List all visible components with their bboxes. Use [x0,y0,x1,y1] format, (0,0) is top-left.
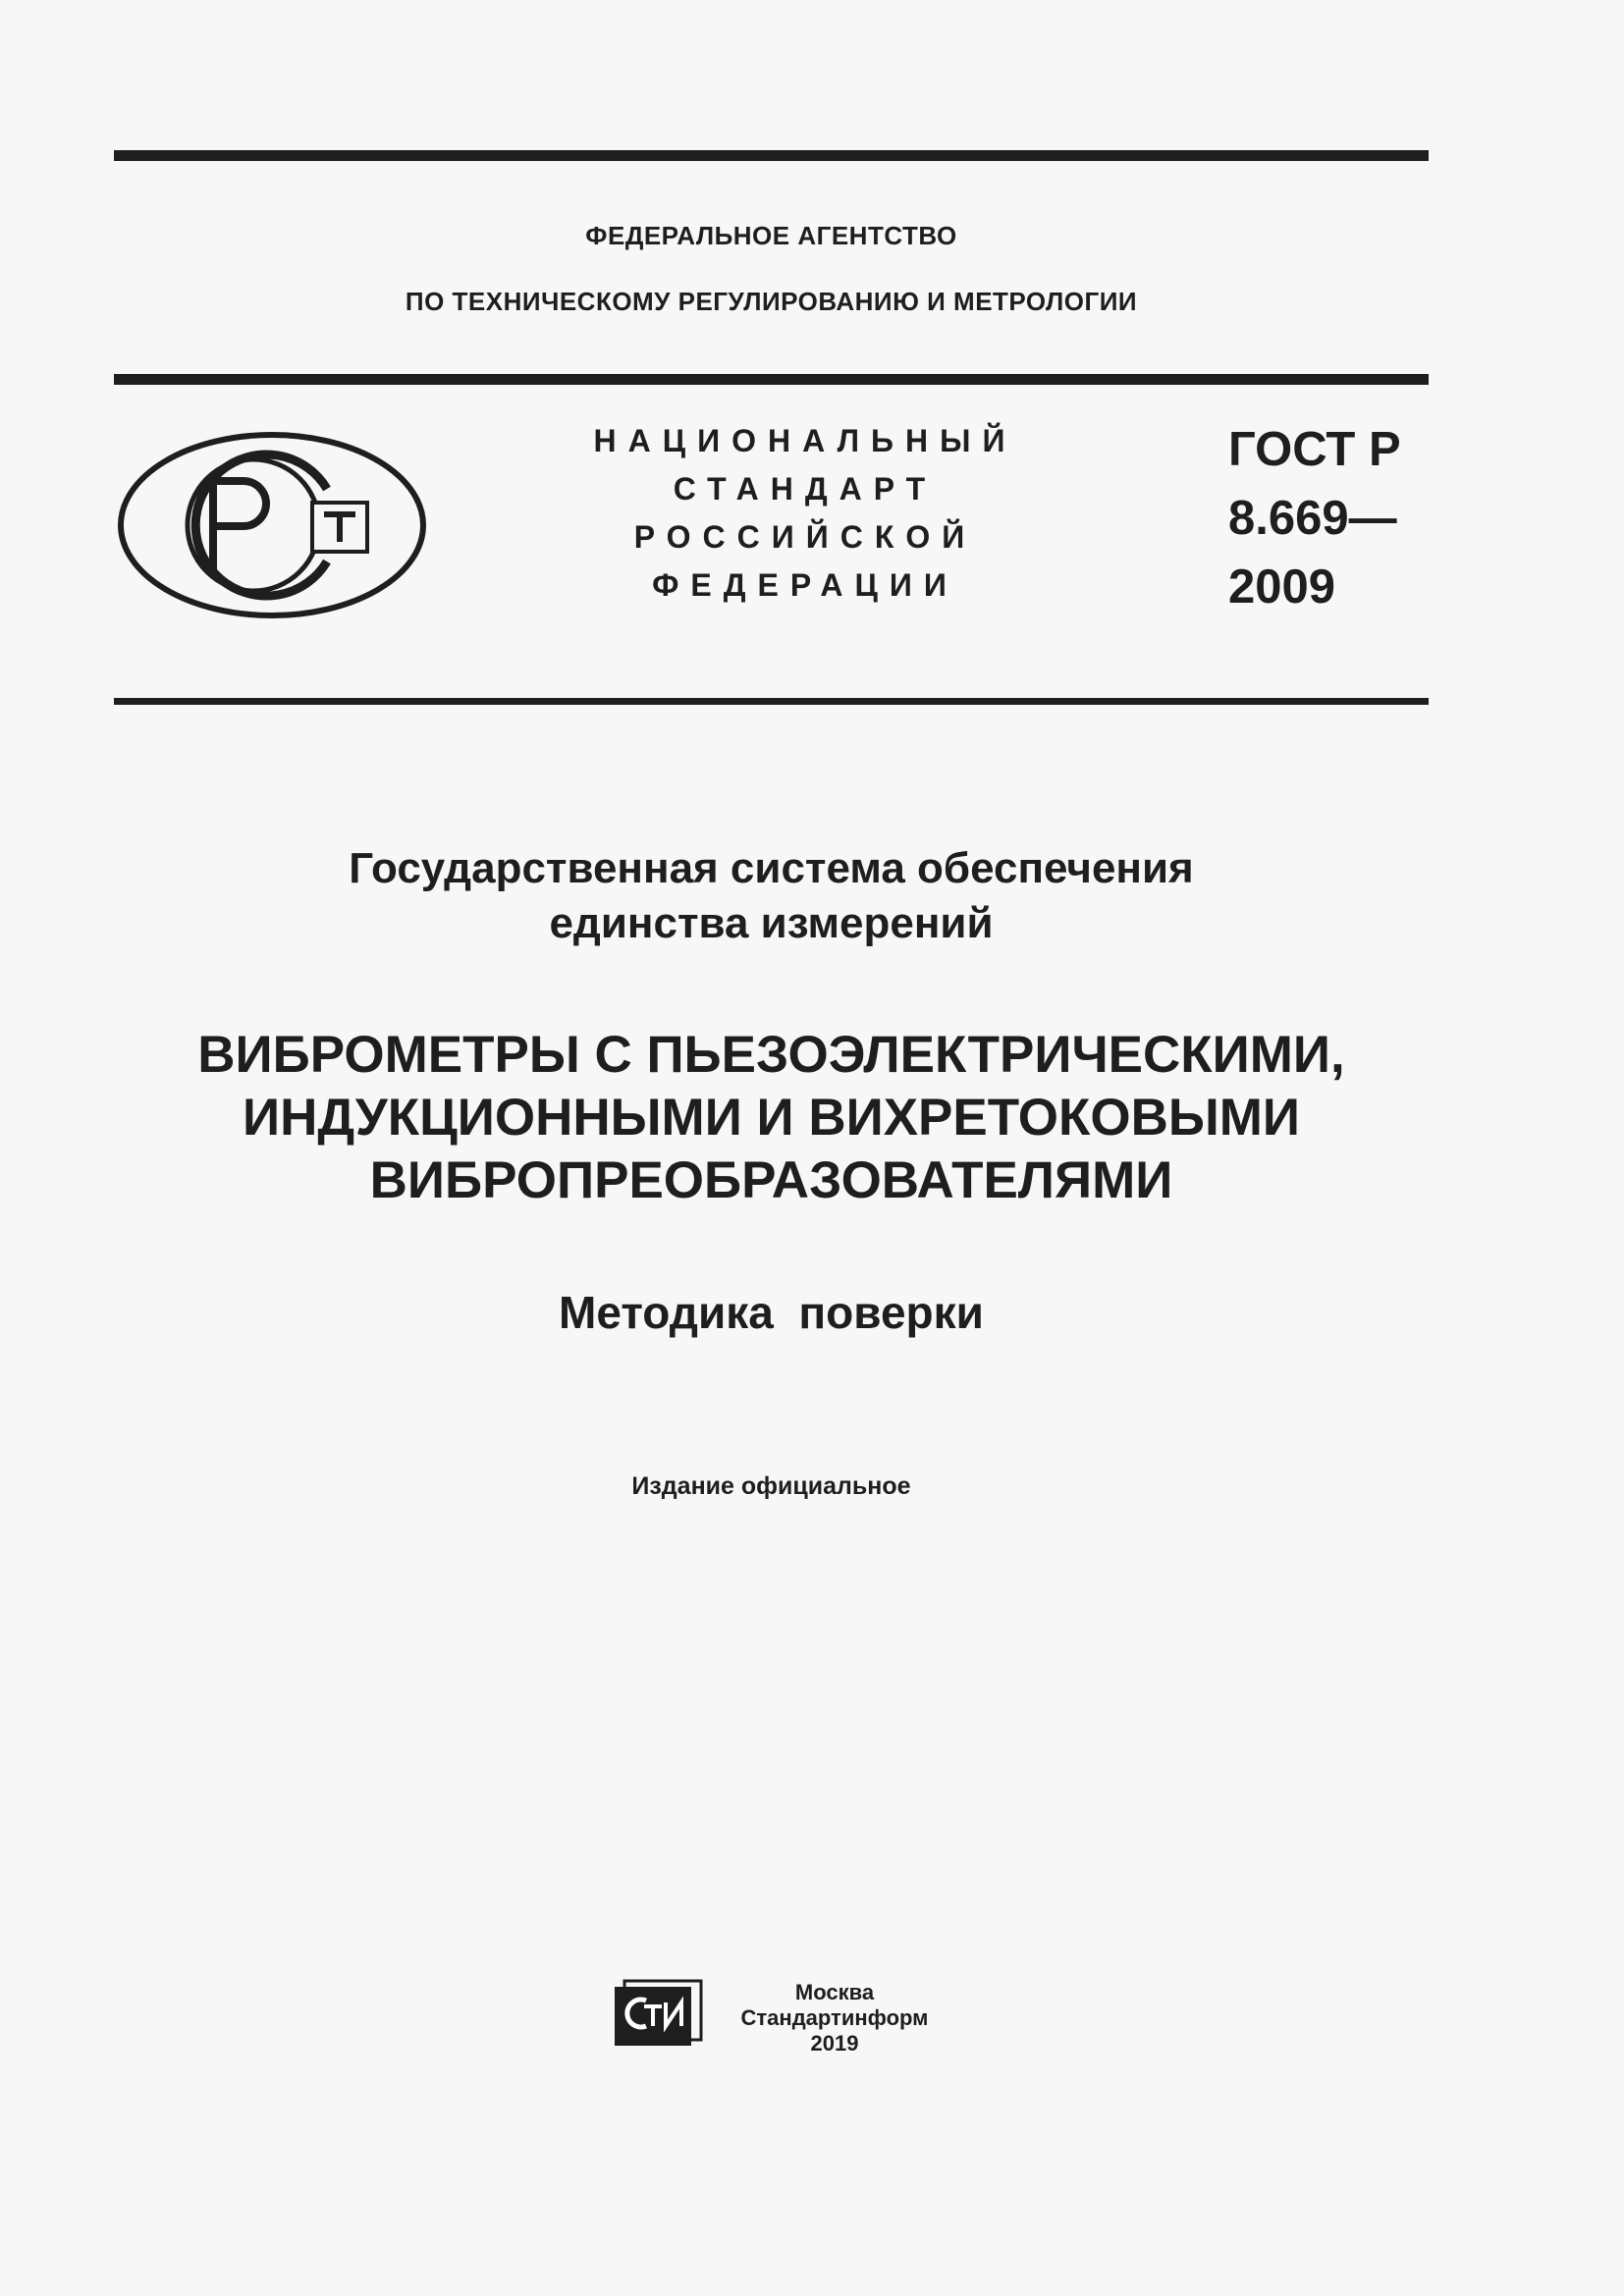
standartinform-logo-icon [611,1977,705,2050]
national-standard-line: НАЦИОНАЛЬНЫЙ [593,423,1017,458]
title-line: ВИБРОПРЕОБРАЗОВАТЕЛЯМИ [369,1151,1173,1209]
rst-emblem-icon [116,430,428,620]
national-standard-line: ФЕДЕРАЦИИ [652,567,958,603]
publisher-city: Москва [794,1980,875,2004]
subtitle-line: Государственная система обеспечения [349,844,1194,892]
agency-name-line-2: ПО ТЕХНИЧЕСКОМУ РЕГУЛИРОВАНИЮ И МЕТРОЛОГИИ [405,287,1138,316]
national-standard-caption [550,417,1060,610]
national-standard-line: СТАНДАРТ [673,471,938,507]
bottom-rule [114,698,1429,705]
document-title [114,1024,1429,1212]
title-line: ВИБРОМЕТРЫ С ПЬЕЗОЭЛЕКТРИЧЕСКИМИ, [197,1026,1345,1084]
title-line: ИНДУКЦИОННЫМИ И ВИХРЕТОКОВЫМИ [242,1089,1301,1147]
national-standard-line: РОССИЙСКОЙ [633,519,977,555]
designation-line: 2009 [1228,561,1336,614]
publisher-name: Стандартинформ [740,2005,929,2030]
agency-name-line-1: ФЕДЕРАЛЬНОЕ АГЕНТСТВО [585,221,957,250]
designation-line: 8.669— [1228,492,1397,545]
publisher-imprint [717,1980,952,2056]
edition-note: Издание официальное [631,1472,911,1500]
designation-line: ГОСТ Р [1228,423,1401,476]
subtitle-line: единства измерений [549,899,994,947]
publication-year: 2019 [810,2031,859,2056]
method-heading: Методика поверки [559,1287,984,1338]
top-rule [114,150,1429,161]
middle-rule [114,374,1429,385]
series-subtitle [114,841,1429,951]
standard-designation [1228,415,1401,621]
